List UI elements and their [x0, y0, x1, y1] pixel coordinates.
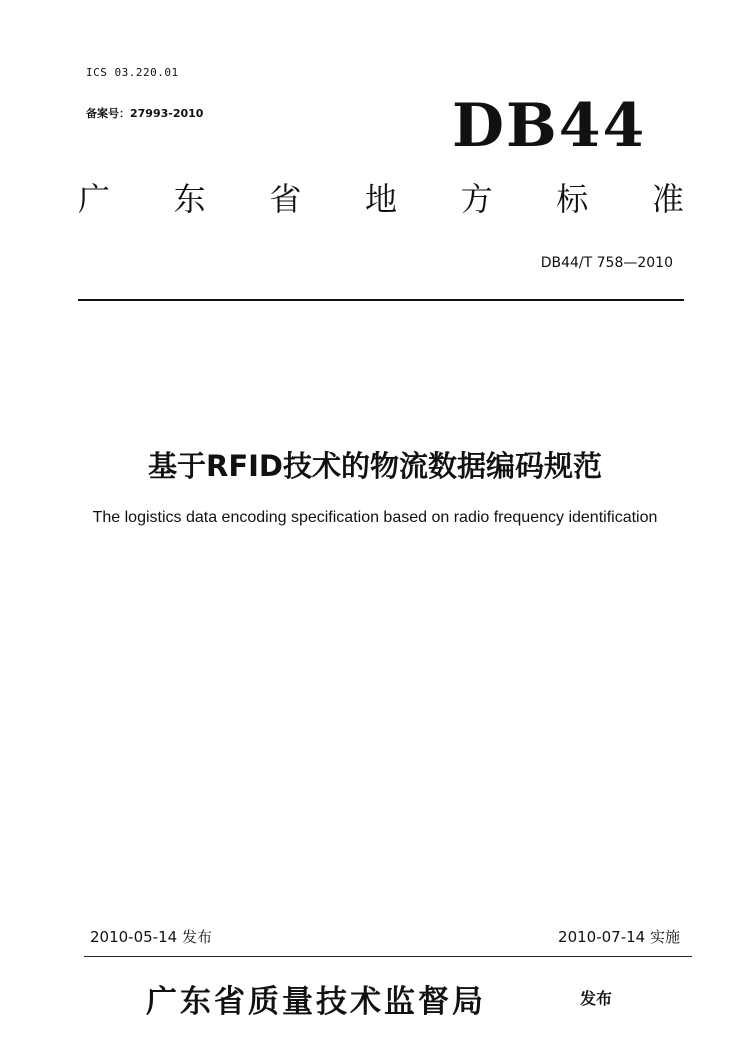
issue-date: 2010-05-14 发布 — [90, 928, 212, 946]
issuing-authority: 广东省质量技术监督局 — [146, 984, 486, 1020]
implementation-date: 2010-07-14 实施 — [558, 928, 680, 946]
header-divider — [78, 299, 684, 301]
standard-type-char: 标 — [556, 180, 589, 218]
standard-type-heading — [78, 180, 684, 218]
title-english: The logistics data encoding specification based on radio frequency identification — [92, 509, 658, 526]
standard-type-char: 地 — [364, 180, 397, 218]
standard-type-char: 广 — [78, 180, 111, 218]
filing-number: 备案号：27993-2010 — [86, 107, 204, 120]
footer-divider — [84, 956, 692, 957]
standard-type-char: 东 — [173, 180, 206, 218]
standard-type-char: 方 — [460, 180, 493, 218]
db44-logo: DB44 — [452, 91, 647, 161]
ics-code: ICS 03.220.01 — [86, 66, 179, 79]
standard-code: DB44/T 758—2010 — [540, 255, 673, 271]
title-chinese: 基于RFID技术的物流数据编码规范 — [147, 449, 602, 483]
issue-label: 发布 — [580, 989, 613, 1008]
standard-type-char: 省 — [269, 180, 302, 218]
standard-type-char: 准 — [651, 180, 684, 218]
